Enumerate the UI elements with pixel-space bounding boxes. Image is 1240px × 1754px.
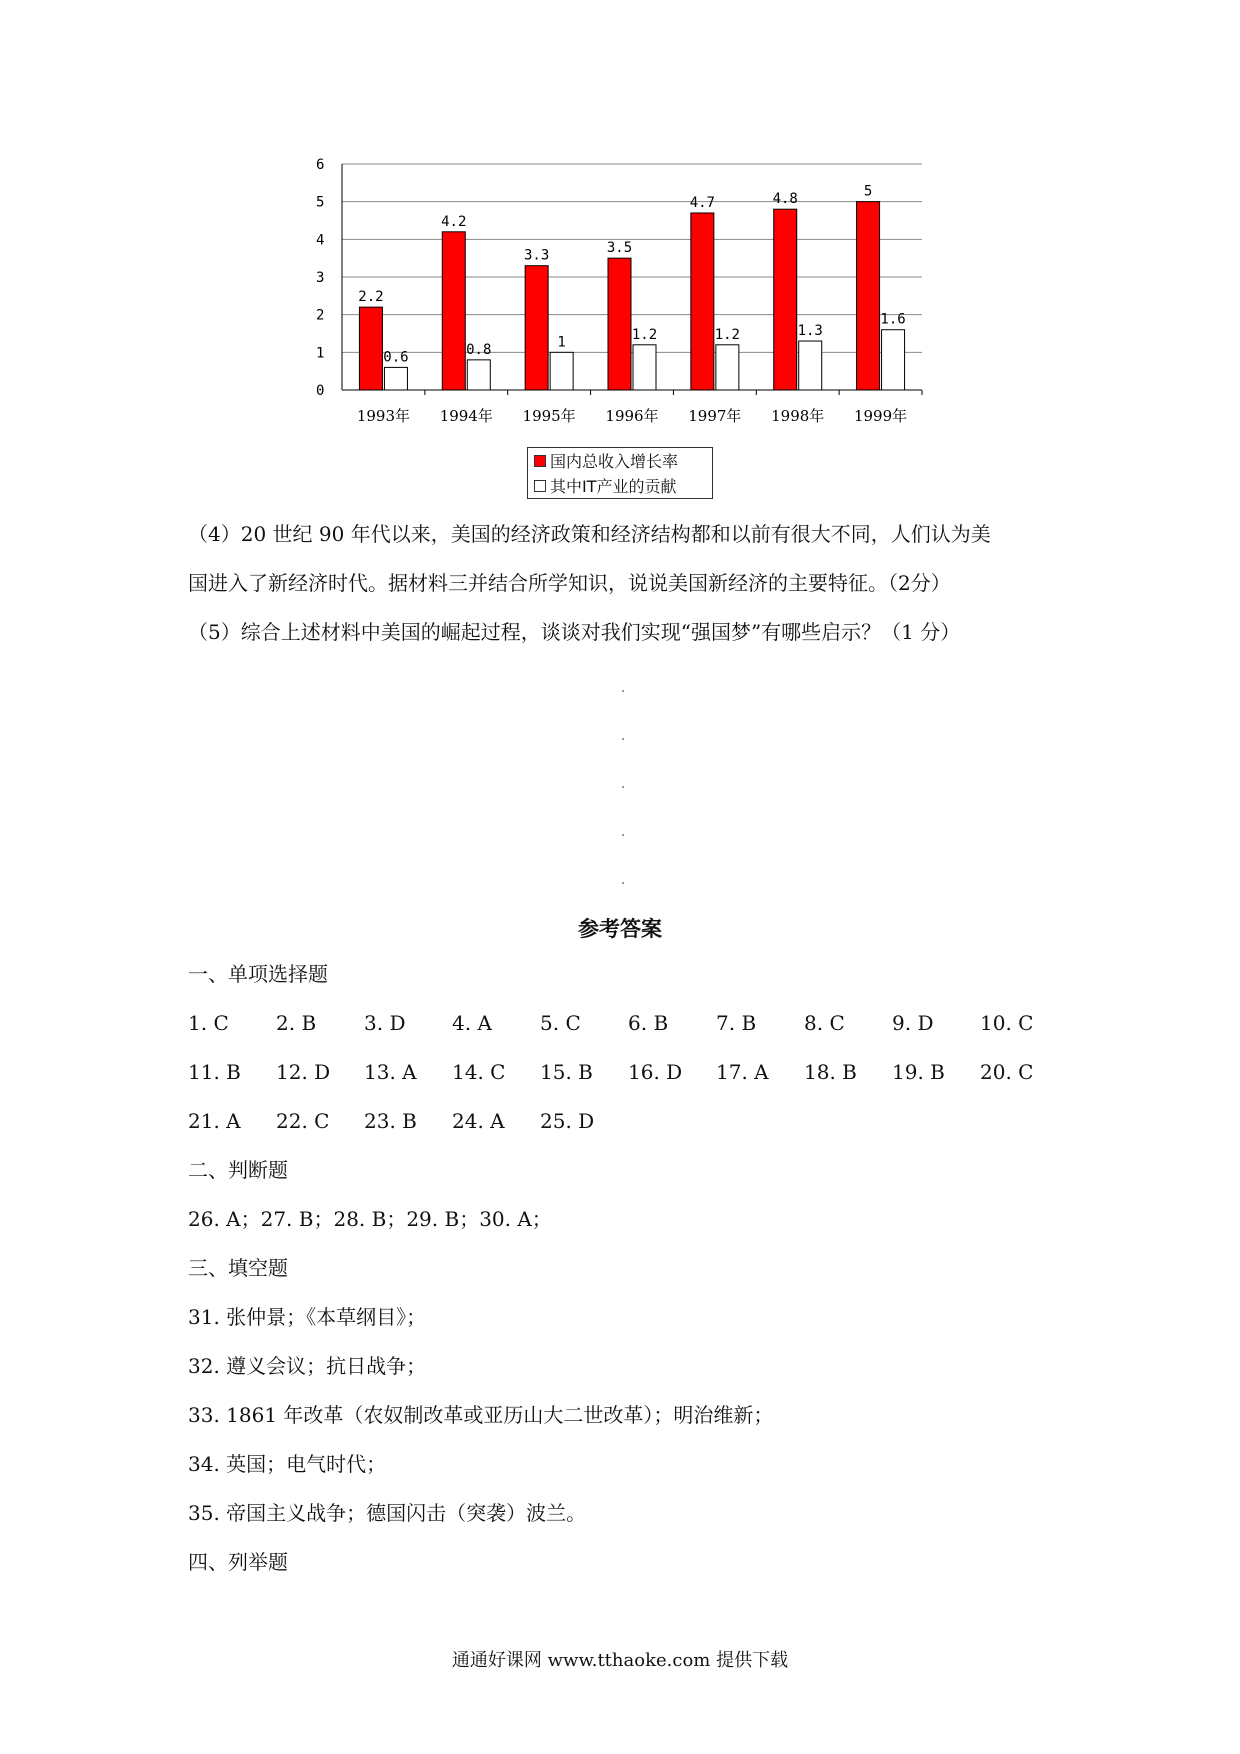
section-heading-fill: 三、填空题 [188, 1256, 288, 1280]
x-tick-label: 1996年 [605, 407, 659, 425]
answer-item: 8. C [804, 1011, 845, 1035]
answer-space-dot [622, 786, 624, 788]
judge-answers: 26. A；27. B；28. B；29. B；30. A； [188, 1207, 552, 1231]
answer-space-dot [622, 882, 624, 884]
legend-swatch-white [534, 480, 546, 492]
y-tick-label: 6 [316, 157, 325, 173]
data-label: 1.6 [880, 311, 906, 328]
legend-label-gdp: 国内总收入增长率 [550, 452, 679, 471]
answer-item: 14. C [452, 1060, 506, 1084]
choice-answers-row-2 [188, 1060, 1068, 1084]
answer-space-dot [622, 690, 624, 692]
y-tick-label: 0 [316, 383, 325, 399]
data-label: 4.7 [689, 194, 716, 211]
data-label: 5 [863, 183, 873, 200]
answer-space-dot [622, 834, 624, 836]
answer-item: 22. C [276, 1109, 330, 1133]
bar-gdp-growth [774, 209, 797, 390]
choice-answers-row-3 [188, 1109, 628, 1133]
answer-item: 3. D [364, 1011, 406, 1035]
answer-item: 13. A [364, 1060, 417, 1084]
answer-item: 23. B [364, 1109, 417, 1133]
bar-gdp-growth [359, 307, 382, 390]
x-tick-label: 1999年 [853, 407, 908, 425]
answer-item: 1. C [188, 1011, 229, 1035]
legend-item-it [528, 473, 712, 498]
answer-item: 24. A [452, 1109, 505, 1133]
answer-item: 16. D [628, 1060, 683, 1084]
answer-31: 31. 张仲景；《本草纲目》； [188, 1305, 427, 1329]
answer-space-dot [622, 738, 624, 740]
answer-item: 15. B [540, 1060, 593, 1084]
data-label: 4.2 [441, 213, 467, 230]
answer-33: 33. 1861 年改革（农奴制改革或亚历山大二世改革）；明治维新； [188, 1403, 774, 1427]
answer-item: 4. A [452, 1011, 492, 1035]
data-label: 0.6 [383, 349, 409, 366]
x-tick-label: 1994年 [439, 407, 493, 425]
bar-gdp-growth [691, 213, 714, 390]
x-tick-label: 1998年 [771, 407, 825, 425]
answer-item: 6. B [628, 1011, 669, 1035]
choice-answers-row-1 [188, 1011, 1068, 1035]
answer-item: 20. C [980, 1060, 1034, 1084]
y-tick-label: 3 [316, 270, 325, 286]
bar-gdp-growth [857, 202, 880, 390]
y-tick-label: 2 [316, 307, 325, 324]
answer-item: 10. C [980, 1011, 1034, 1035]
question-4-line-1: （4）20 世纪 90 年代以来，美国的经济政策和经济结构都和以前有很大不同，人们认为美 [188, 522, 991, 546]
answer-item: 18. B [804, 1060, 857, 1084]
y-tick-label: 4 [316, 232, 325, 249]
section-heading-judge: 二、判断题 [188, 1158, 288, 1182]
section-heading-choice: 一、单项选择题 [188, 962, 328, 986]
x-tick-label: 1995年 [522, 407, 576, 425]
bar-gdp-growth [442, 232, 465, 390]
x-tick-label: 1997年 [688, 407, 742, 425]
data-label: 1.2 [714, 326, 741, 343]
answer-34: 34. 英国；电气时代； [188, 1452, 387, 1476]
answer-item: 9. D [892, 1011, 934, 1035]
answer-item: 12. D [276, 1060, 331, 1084]
answer-item: 25. D [540, 1109, 595, 1133]
data-label: 2.2 [358, 289, 384, 306]
answer-item: 21. A [188, 1109, 241, 1133]
data-label: 1.2 [631, 326, 658, 343]
answer-item: 7. B [716, 1011, 757, 1035]
data-label: 3.3 [523, 247, 550, 264]
bar-it-contribution [550, 352, 573, 390]
bar-it-contribution [716, 345, 739, 390]
bar-it-contribution [633, 345, 656, 390]
question-5: （5）综合上述材料中美国的崛起过程，谈谈对我们实现“强国梦”有哪些启示？（1 分） [188, 620, 961, 644]
answer-32: 32. 遵义会议；抗日战争； [188, 1354, 427, 1378]
answer-item: 2. B [276, 1011, 317, 1035]
data-label: 4.8 [772, 191, 798, 208]
bar-it-contribution [799, 341, 822, 390]
section-heading-list: 四、列举题 [188, 1550, 288, 1574]
bar-gdp-growth [608, 258, 631, 390]
bar-it-contribution [467, 360, 490, 390]
chart-legend [527, 447, 713, 499]
y-tick-label: 5 [316, 194, 325, 211]
data-label: 0.8 [466, 341, 492, 358]
legend-label-it: 其中IT产业的贡献 [550, 477, 677, 496]
y-tick-label: 1 [316, 345, 325, 362]
answer-35: 35. 帝国主义战争；德国闪击（突袭）波兰。 [188, 1501, 587, 1525]
question-4-line-2: 国进入了新经济时代。据材料三并结合所学知识，说说美国新经济的主要特征。（2分） [188, 571, 951, 595]
legend-swatch-red [534, 455, 546, 467]
answers-title: 参考答案 [578, 916, 662, 941]
x-tick-label: 1993年 [356, 407, 411, 425]
data-label: 1 [557, 334, 566, 351]
answer-item: 17. A [716, 1060, 769, 1084]
page-footer: 通通好课网 www.tthaoke.com 提供下载 [451, 1650, 789, 1671]
bar-it-contribution [882, 330, 905, 390]
answer-item: 5. C [540, 1011, 581, 1035]
bar-gdp-growth [525, 266, 548, 390]
answer-item: 19. B [892, 1060, 945, 1084]
data-label: 3.5 [606, 240, 633, 257]
legend-item-gdp [528, 448, 712, 473]
data-label: 1.3 [797, 323, 823, 340]
answer-item: 11. B [188, 1060, 241, 1084]
bar-it-contribution [384, 367, 407, 390]
